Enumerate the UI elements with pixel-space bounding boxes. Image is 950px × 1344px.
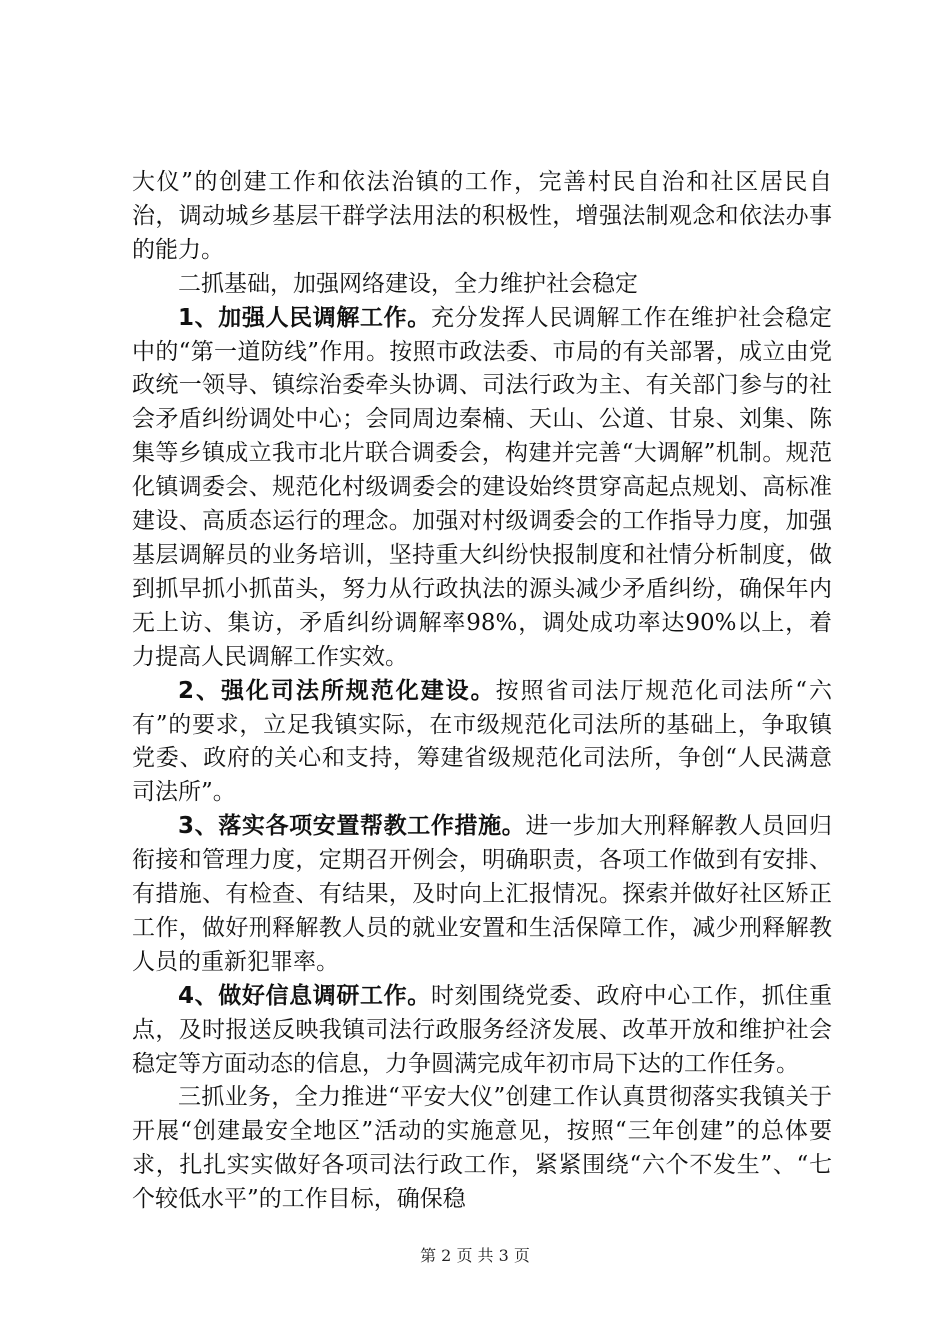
paragraph-lead: 4、做好信息调研工作。 — [178, 982, 431, 1009]
paragraph-judicial-office — [132, 675, 832, 811]
paragraph-lead: 3、落实各项安置帮教工作措施。 — [178, 813, 526, 840]
document-body — [132, 166, 832, 1217]
paragraph-text: 时刻围绕党委、政府中心工作，抓住重点，及时报送反映我镇司法行政服务经济发展、改革开放和维护社会稳定等方面动态的信息，力争圆满完成年初市局下达的工作任务。 — [132, 982, 833, 1077]
paragraph-lead: 2、强化司法所规范化建设。 — [178, 677, 496, 704]
paragraph-text: 进一步加大刑释解教人员回归衔接和管理力度，定期召开例会，明确职责，各项工作做到有安排、有措施、有检查、有结果，及时向上汇报情况。探索并做好社区矫正工作，做好刑释解教人员的就业安置和生活保障工作，减少刑释解教人员的重新犯罪率。 — [132, 813, 833, 975]
paragraph-lead: 1、加强人民调解工作。 — [178, 304, 431, 331]
paragraph-text: 二抓基础，加强网络建设，全力维护社会稳定 — [178, 270, 638, 297]
page-footer — [0, 1243, 950, 1266]
paragraph-text: 充分发挥人民调解工作在维护社会稳定中的“第一道防线”作用。按照市政法委、市局的有关部署，成立由党政统一领导、镇综治委牵头协调、司法行政为主、有关部门参与的社会矛盾纠纷调处中心；会同周边秦楠、天山、公道、甘泉、刘集、陈集等乡镇成立我市北片联合调委会，构建并完善“大调解”机制。规范化镇调委会、规范化村级调委会的建设始终贯穿高起点规划、高标准建设、高质态运行的理念。加强对村级调委会的工作指导力度，加强基层调解员的业务培训，坚持重大纠纷快报制度和社情分析制度，做到抓早抓小抓苗头，努力从行政执法的源头减少矛盾纠纷，确保年内无上访、集访，矛盾纠纷调解率98%，调处成功率达90%以上，着力提高人民调解工作实效。 — [132, 304, 833, 670]
paragraph-continuation — [132, 166, 832, 268]
page-number-label: 第 2 页 共 3 页 — [420, 1246, 530, 1265]
paragraph-text: 三抓业务，全力推进“平安大仪”创建工作认真贯彻落实我镇关于开展“创建最安全地区”活动的实施意见，按照“三年创建”的总体要求，扎扎实实做好各项司法行政工作，紧紧围绕“六个不发生”、“七个较低水平”的工作目标，确保稳 — [132, 1084, 832, 1213]
section-heading-two — [132, 268, 832, 302]
paragraph-text: 大仪”的创建工作和依法治镇的工作，完善村民自治和社区居民自治，调动城乡基层干群学法用法的积极性，增强法制观念和依法办事的能力。 — [132, 169, 832, 263]
paragraph-mediation — [132, 302, 832, 675]
paragraph-information — [132, 980, 832, 1082]
paragraph-text: 按照省司法厅规范化司法所“六有”的要求，立足我镇实际，在市级规范化司法所的基础上，争取镇党委、政府的关心和支持，筹建省级规范化司法所，争创“人民满意司法所”。 — [132, 677, 832, 806]
section-heading-three — [132, 1081, 832, 1217]
paragraph-resettlement — [132, 810, 832, 980]
